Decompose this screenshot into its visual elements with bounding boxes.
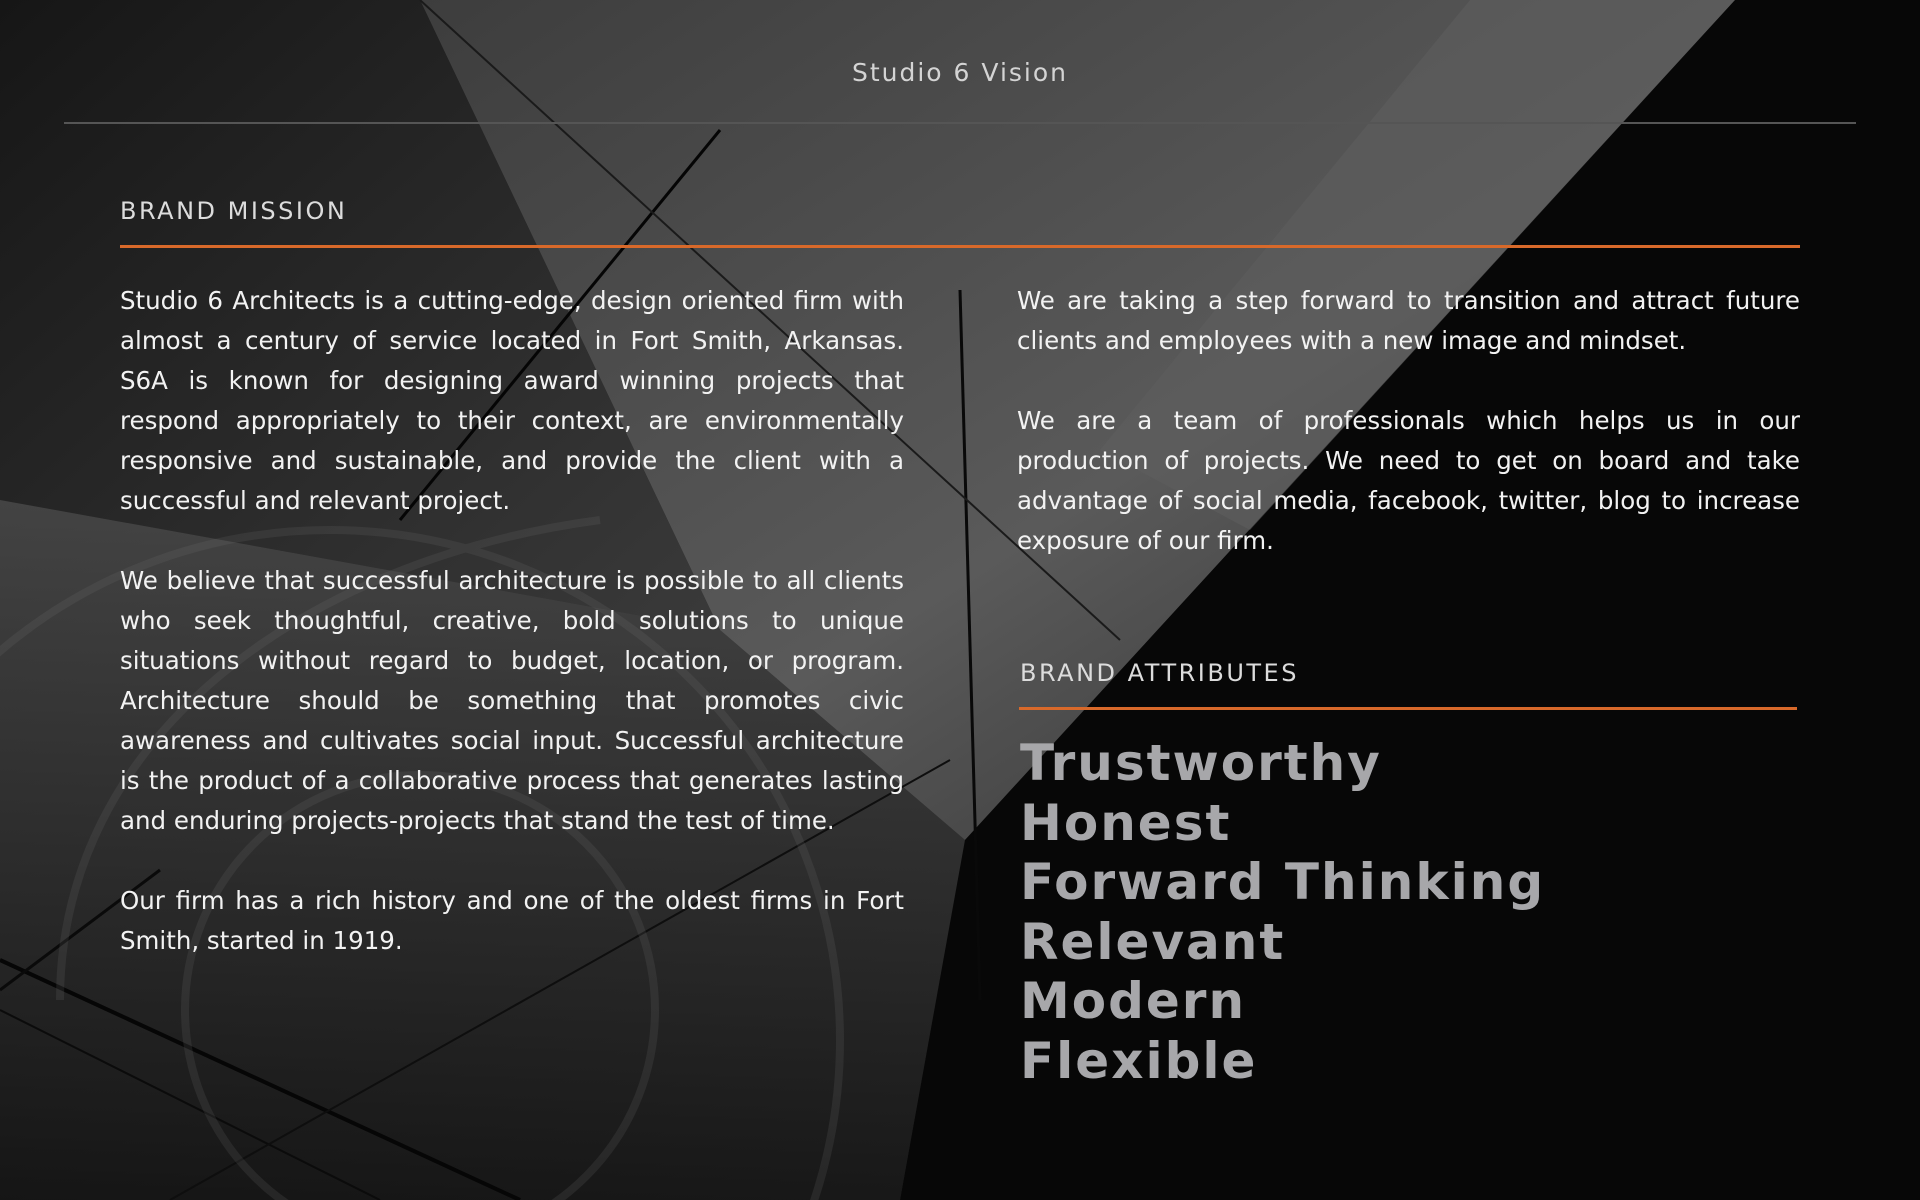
mission-paragraph: We believe that successful architecture is possible to all clients who seek thoughtful, creative, bold solutions to unique situations without regard to budget, location, or program. Architecture should be something that promotes civic awareness and cultivates social input. Successful architecture is the product of a collaborative process that generates lasting and enduring projects-projects that stand the test of time. (120, 566, 904, 835)
brand-mission-right-column (1017, 281, 1800, 601)
brand-mission-left-column (120, 281, 904, 1001)
brand-attribute: Relevant (1020, 912, 1286, 971)
mission-paragraph: Studio 6 Architects is a cutting-edge, design oriented firm with almost a century of service located in Fort Smith, Arkansas. S6A is known for designing award winning projects that respond appropriately to their context, are environmentally responsive and sustainable, and provide the client with a successful and relevant project. (120, 286, 904, 515)
mission-paragraph: We are taking a step forward to transition and attract future clients and employees with a new image and mindset. (1017, 286, 1800, 355)
brand-mission-heading: BRAND MISSION (120, 197, 348, 225)
brand-attributes-divider (1019, 707, 1797, 710)
brand-attribute: Trustworthy (1020, 734, 1382, 792)
brand-attribute: Honest (1020, 793, 1232, 852)
brand-attribute: Forward Thinking (1020, 853, 1546, 911)
brand-attributes-heading: BRAND ATTRIBUTES (1020, 659, 1299, 687)
header-divider (64, 122, 1856, 124)
brand-attribute: Flexible (1020, 1031, 1258, 1090)
mission-paragraph: We are a team of professionals which helps us in our production of projects. We need to get on board and take advantage of social media, facebook, twitter, blog to increase exposure of our firm. (1017, 406, 1800, 555)
brand-mission-divider (120, 245, 1800, 248)
brand-attributes-list (1020, 734, 1545, 1091)
brand-attribute: Modern (1020, 972, 1247, 1030)
mission-paragraph: Our firm has a rich history and one of the oldest firms in Fort Smith, started in 1919. (120, 886, 904, 955)
page-title: Studio 6 Vision (851, 58, 1069, 87)
